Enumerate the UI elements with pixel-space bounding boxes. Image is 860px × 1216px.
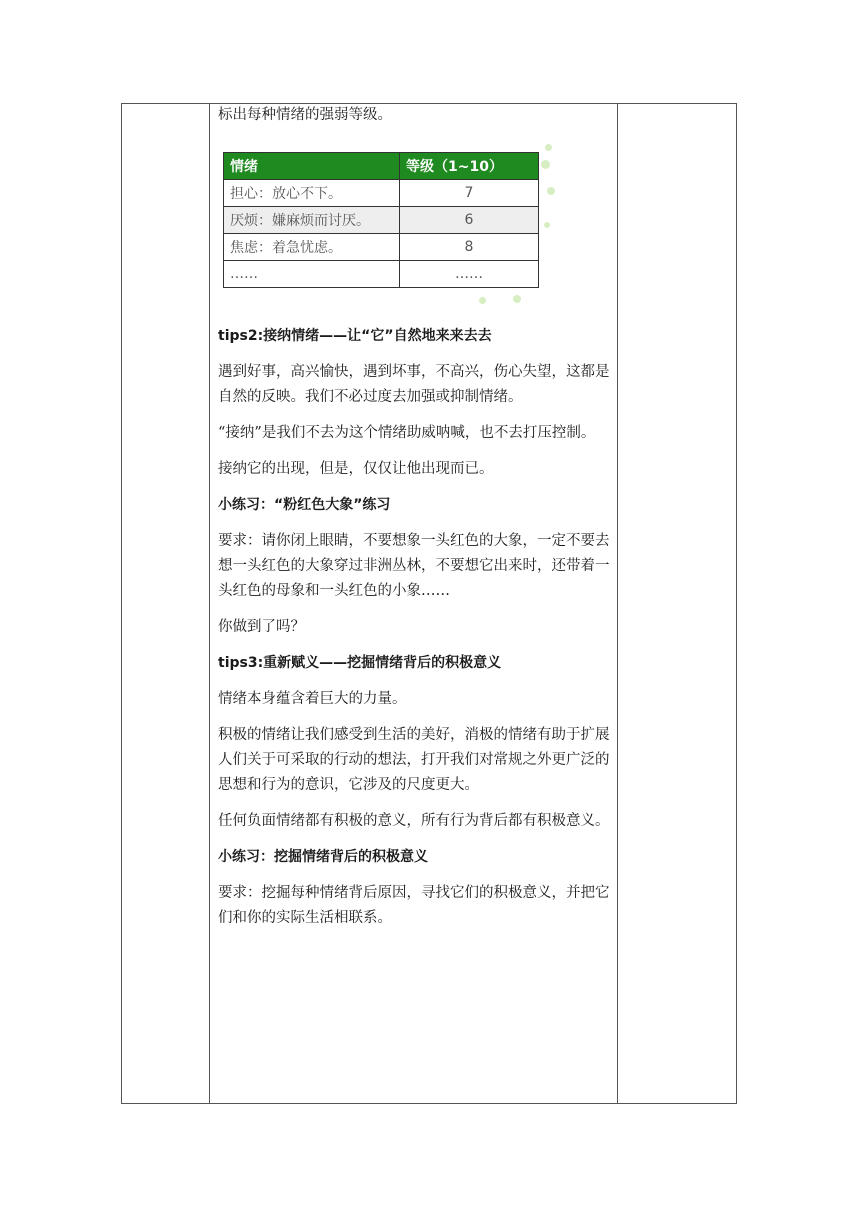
column-divider-left — [209, 104, 210, 1103]
emotion-cell: 厌烦：嫌麻烦而讨厌。 — [224, 207, 400, 234]
exercise1-heading: 小练习：“粉红色大象”练习 — [218, 497, 391, 513]
tips3-paragraph: 积极的情绪让我们感受到生活的美好，消极的情绪有助于扩展人们关于可采取的行动的想法，打开我们对常规之外更广泛的思想和行为的意识，它涉及的尺度更大。 — [218, 727, 610, 793]
level-cell: 6 — [400, 207, 539, 234]
decor-dot — [545, 144, 552, 151]
emotion-cell: …… — [224, 261, 400, 288]
table-row — [224, 207, 539, 234]
exercise1-paragraph: 要求：请你闭上眼睛，不要想象一头红色的大象，一定不要去想一头红色的大象穿过非洲丛林，不要想它出来时，还带着一头红色的母象和一头红色的小象…… — [218, 533, 610, 599]
tips2-heading: tips2:接纳情绪——让“它”自然地来来去去 — [218, 328, 492, 344]
tips3-paragraph: 情绪本身蕴含着巨大的力量。 — [218, 691, 407, 707]
emotion-cell: 担心：放心不下。 — [224, 180, 400, 207]
exercise2-heading: 小练习：挖掘情绪背后的积极意义 — [218, 849, 428, 865]
table-row — [224, 234, 539, 261]
decor-dot — [513, 295, 521, 303]
intro-text: 标出每种情绪的强弱等级。 — [218, 107, 392, 123]
tips2-paragraph: 遇到好事，高兴愉快，遇到坏事，不高兴，伤心失望，这都是自然的反映。我们不必过度去加强或抑制情绪。 — [218, 364, 610, 405]
tips3-paragraph: 任何负面情绪都有积极的意义，所有行为背后都有积极意义。 — [218, 813, 610, 829]
exercise1-paragraph: 你做到了吗？ — [218, 619, 305, 635]
level-cell: 7 — [400, 180, 539, 207]
tips2-paragraph: “接纳”是我们不去为这个情绪助威呐喊，也不去打压控制。 — [218, 425, 596, 441]
decor-dot — [479, 297, 486, 304]
emotion-table — [223, 152, 539, 288]
table-row — [224, 180, 539, 207]
table-row — [224, 261, 539, 288]
exercise2-paragraph: 要求：挖掘每种情绪背后原因，寻找它们的积极意义，并把它们和你的实际生活相联系。 — [218, 885, 610, 926]
tips3-heading: tips3:重新赋义——挖掘情绪背后的积极意义 — [218, 655, 502, 671]
level-cell: 8 — [400, 234, 539, 261]
emotion-rating-figure — [223, 152, 553, 312]
decor-dot — [547, 187, 555, 195]
emotion-cell: 焦虑：着急忧虑。 — [224, 234, 400, 261]
level-cell: …… — [400, 261, 539, 288]
main-content — [218, 103, 610, 942]
column-header-emotion: 情绪 — [224, 153, 400, 180]
column-header-level: 等级（1~10） — [400, 153, 539, 180]
decor-dot — [541, 160, 550, 169]
decor-dot — [544, 222, 550, 228]
table-header-row — [224, 153, 539, 180]
column-divider-right — [617, 104, 618, 1103]
tips2-paragraph: 接纳它的出现，但是，仅仅让他出现而已。 — [218, 461, 494, 477]
